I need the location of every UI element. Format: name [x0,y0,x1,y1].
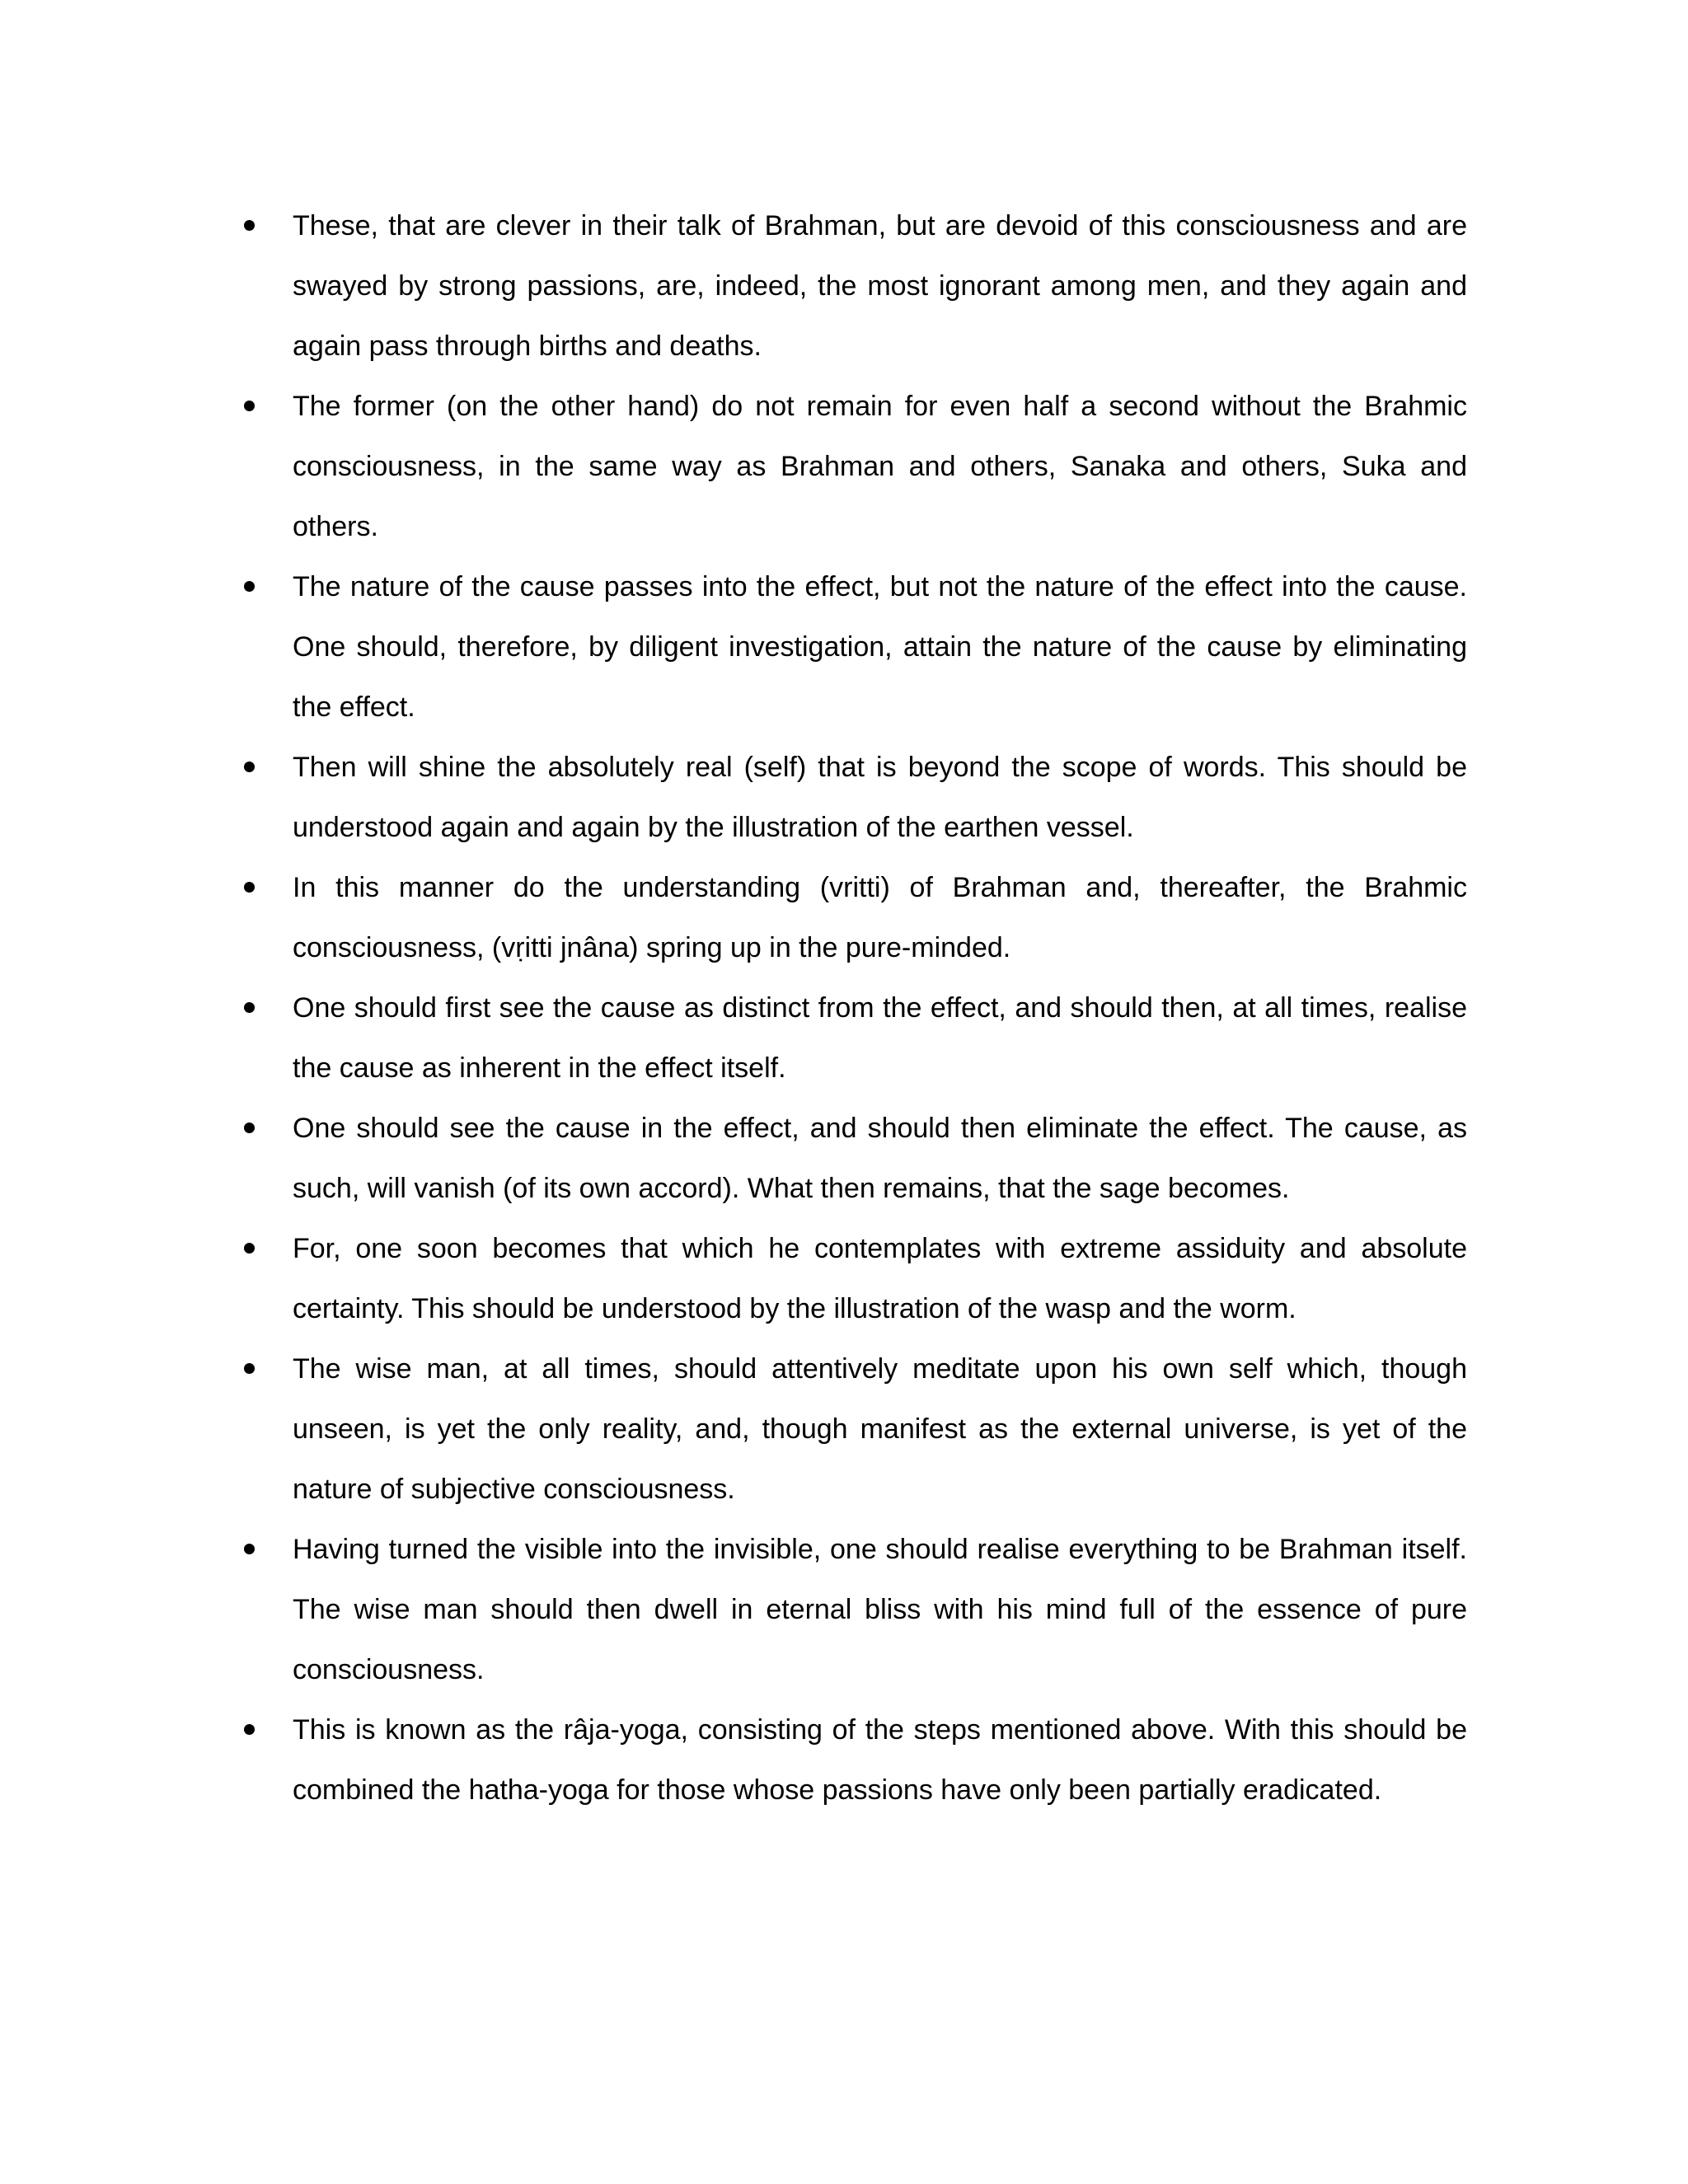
list-item [293,1339,1467,1520]
list-item-text: These, that are clever in their talk of Brahman, but are devoid of this consciousness and are swayed by strong passions, are, indeed, the most ignorant among men, and they again and again pass through births and deaths. [293,210,1467,362]
list-item [293,557,1467,738]
list-item-text: The wise man, at all times, should attentively meditate upon his own self which, though unseen, is yet the only reality, and, though manifest as the external universe, is yet of the nature of subjective consciousness. [293,1353,1467,1505]
list-item [293,978,1467,1099]
list-item [293,738,1467,858]
bullet-icon [244,1724,255,1735]
list-item [293,1520,1467,1700]
bullet-icon [244,1363,255,1374]
bullet-icon [244,1243,255,1254]
list-item-text: This is known as the râja-yoga, consisting of the steps mentioned above. With this should be combined the hatha-yoga for those whose passions have only been partially eradicated. [293,1714,1467,1806]
bullet-icon [244,1002,255,1013]
list-item [293,1099,1467,1219]
bullet-icon [244,581,255,592]
list-item-text: For, one soon becomes that which he contemplates with extreme assiduity and absolute certainty. This should be understood by the illustration of the wasp and the worm. [293,1233,1467,1324]
bullet-icon [244,882,255,893]
list-item-text: The nature of the cause passes into the effect, but not the nature of the effect into the cause. One should, therefore, by diligent investigation, attain the nature of the cause by eliminating the effect. [293,571,1467,723]
list-item [293,1219,1467,1339]
list-item [293,858,1467,978]
list-item-text: One should see the cause in the effect, and should then eliminate the effect. The cause, as such, will vanish (of its own accord). What then remains, that the sage becomes. [293,1113,1467,1204]
bullet-icon [244,762,255,772]
bullet-list [293,196,1467,1821]
bullet-icon [244,220,255,231]
bullet-icon [244,1122,255,1133]
list-item-text: In this manner do the understanding (vritti) of Brahman and, thereafter, the Brahmic consciousness, (vṛitti jnâna) spring up in the pure-minded. [293,872,1467,963]
list-item-text: The former (on the other hand) do not remain for even half a second without the Brahmic consciousness, in the same way as Brahman and others, Sanaka and others, Suka and others. [293,391,1467,542]
list-item-text: Then will shine the absolutely real (self) that is beyond the scope of words. This should be understood again and again by the illustration of the earthen vessel. [293,752,1467,843]
list-item [293,377,1467,557]
list-item [293,1700,1467,1821]
list-item-text: One should first see the cause as distinct from the effect, and should then, at all times, realise the cause as inherent in the effect itself. [293,992,1467,1084]
bullet-icon [244,401,255,411]
list-item-text: Having turned the visible into the invisible, one should realise everything to be Brahman itself. The wise man should then dwell in eternal bliss with his mind full of the essence of pure consciousness. [293,1534,1467,1685]
list-item [293,196,1467,377]
bullet-icon [244,1544,255,1554]
